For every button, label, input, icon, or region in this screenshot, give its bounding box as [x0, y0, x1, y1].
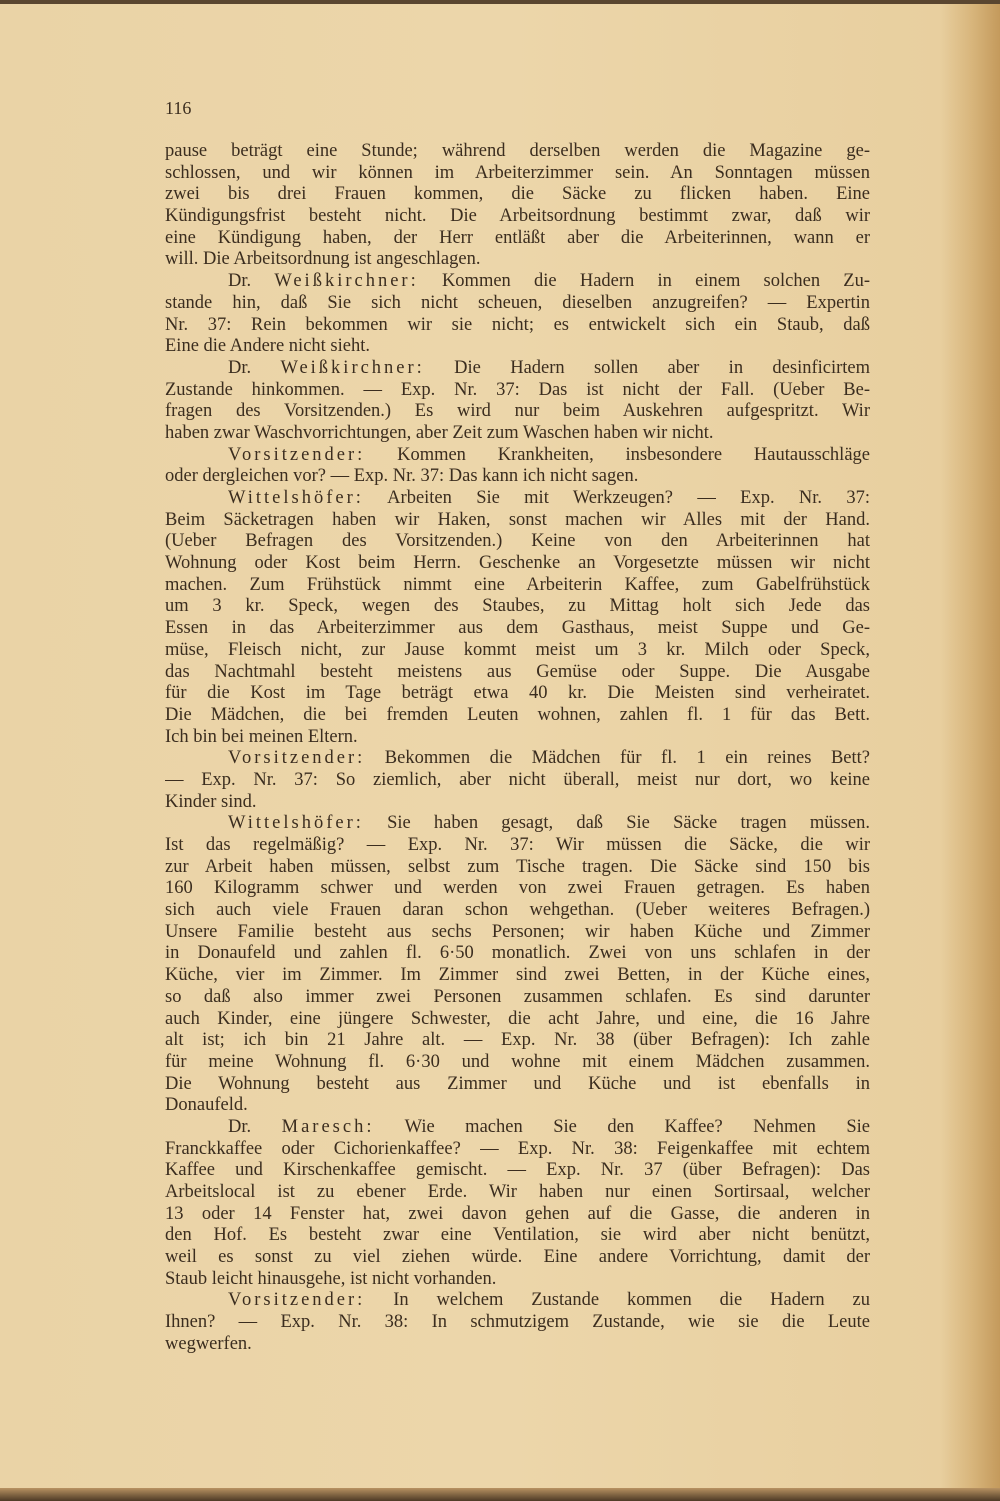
text-line: auch Kinder, eine jüngere Schwester, die acht Jahre, und eine, die 16 Jahre — [165, 1008, 870, 1029]
paragraph-first-line — [165, 748, 870, 770]
text-line: für die Kost im Tage beträgt etwa 40 kr. Die Meisten sind verheiratet. — [165, 683, 870, 704]
paragraph-first-line — [165, 488, 870, 510]
text-line: stande hin, daß Sie sich nicht scheuen, dieselben anzugreifen? — Expertin — [165, 292, 870, 313]
body-text — [165, 141, 870, 1356]
speaker-title: Dr. — [228, 1116, 282, 1137]
text-line: Kinder sind. — [165, 791, 257, 812]
speech-text: Kommen Krankheiten, insbesondere Hautausschläge — [365, 444, 870, 465]
speech-text: Wie machen Sie den Kaffee? Nehmen Sie — [374, 1116, 870, 1137]
text-line: alt ist; ich bin 21 Jahre alt. — Exp. Nr. 38 (über Befragen): Ich zahle — [165, 1030, 870, 1051]
text-line: in Donaufeld und zahlen fl. 6·50 monatlich. Zwei von uns schlafen in der — [165, 943, 870, 964]
text-line: Donaufeld. — [165, 1095, 248, 1116]
text-line: sich auch viele Frauen daran schon wehgethan. (Ueber weiteres Befragen.) — [165, 900, 870, 921]
speaker-title: Dr. — [228, 271, 275, 292]
text-line: Nr. 37: Rein bekommen wir sie nicht; es entwickelt sich ein Staub, daß — [165, 314, 870, 335]
text-line: Die Mädchen, die bei fremden Leuten wohnen, zahlen fl. 1 für das Bett. — [165, 704, 870, 725]
text-line: Franckkaffee oder Cichorienkaffee? — Exp. Nr. 38: Feigenkaffee mit echtem — [165, 1138, 870, 1159]
text-line: fragen des Vorsitzenden.) Es wird nur beim Auskehren aufgespritzt. Wir — [165, 401, 870, 422]
text-line: Beim Säcketragen haben wir Haken, sonst machen wir Alles mit der Hand. — [165, 509, 870, 530]
text-line: Essen in das Arbeiterzimmer aus dem Gasthaus, meist Suppe und Ge- — [165, 618, 870, 639]
page-top-edge — [0, 0, 1000, 4]
speech-text: In welchem Zustande kommen die Hadern zu — [365, 1290, 870, 1311]
page-number: 116 — [165, 98, 192, 118]
text-line: Eine die Andere nicht sieht. — [165, 336, 370, 357]
speech-text: Kommen die Hadern in einem solchen Zu- — [418, 271, 870, 292]
text-line: um 3 kr. Speck, wegen des Staubes, zu Mittag holt sich Jede das — [165, 596, 870, 617]
speaker-title: Dr. — [228, 357, 281, 378]
text-line: Die Wohnung besteht aus Zimmer und Küche und ist ebenfalls in — [165, 1073, 870, 1094]
speaker-name: Wittelshöfer: — [228, 813, 364, 834]
text-line: 13 oder 14 Fenster hat, zwei davon gehen auf die Gasse, die anderen in — [165, 1203, 870, 1224]
text-line: Unsere Familie besteht aus sechs Personen; wir haben Küche und Zimmer — [165, 921, 870, 942]
text-line: haben zwar Waschvorrichtungen, aber Zeit zum Waschen haben wir nicht. — [165, 422, 714, 443]
text-line: Wohnung oder Kost beim Herrn. Geschenke an Vorgesetzte müssen wir nicht — [165, 553, 870, 574]
text-line: Kündigungsfrist besteht nicht. Die Arbeitsordnung bestimmt zwar, daß wir — [165, 206, 870, 227]
text-line: Ist das regelmäßig? — Exp. Nr. 37: Wir müssen die Säcke, die wir — [165, 835, 870, 855]
speech-text: Sie haben gesagt, daß Sie Säcke tragen müssen. — [363, 813, 870, 834]
text-line: (Ueber Befragen des Vorsitzenden.) Keine von den Arbeiterinnen hat — [165, 531, 870, 552]
text-line: schlossen, und wir können im Arbeiterzimmer sein. An Sonntagen müssen — [165, 162, 870, 183]
text-line: Kaffee und Kirschenkaffee gemischt. — Exp. Nr. 37 (über Befragen): Das — [165, 1160, 870, 1181]
text-line: Küche, vier im Zimmer. Im Zimmer sind zwei Betten, in der Küche eines, — [165, 965, 870, 986]
text-line: wegwerfen. — [165, 1333, 252, 1354]
speech-text: Arbeiten Sie mit Werkzeugen? — Exp. Nr. 37: — [363, 488, 870, 508]
speaker-name: Wittelshöfer: — [228, 488, 364, 508]
paragraph-first-line — [165, 813, 870, 835]
speaker-name: Weißkirchner: — [274, 271, 419, 292]
text-line: Staub leicht hinausgehe, ist nicht vorhanden. — [165, 1268, 497, 1289]
text-line: will. Die Arbeitsordnung ist angeschlagen. — [165, 249, 481, 270]
text-line: das Nachtmahl besteht meistens aus Gemüse oder Suppe. Die Ausgabe — [165, 661, 870, 682]
text-line: Zustande hinkommen. — Exp. Nr. 37: Das ist nicht der Fall. (Ueber Be- — [165, 379, 870, 400]
text-line: eine Kündigung haben, der Herr entläßt aber die Arbeiterinnen, wann er — [165, 227, 870, 248]
speaker-name: Vorsitzender: — [228, 1290, 366, 1311]
text-line: zur Arbeit haben müssen, selbst zum Tische tragen. Die Säcke sind 150 bis — [165, 856, 870, 877]
text-line: Arbeitslocal ist zu ebener Erde. Wir haben nur einen Sortirsaal, welcher — [165, 1182, 870, 1202]
page-bottom-edge — [0, 1488, 1000, 1501]
text-line: 160 Kilogramm schwer und werden von zwei Frauen getragen. Es haben — [165, 878, 870, 899]
text-line: — Exp. Nr. 37: So ziemlich, aber nicht überall, meist nur dort, wo keine — [165, 769, 870, 790]
speaker-name: Vorsitzender: — [228, 748, 366, 769]
paragraph-first-line — [165, 1117, 870, 1139]
text-line: so daß also immer zwei Personen zusammen schlafen. Es sind darunter — [165, 986, 870, 1007]
text-line: oder dergleichen vor? — Exp. Nr. 37: Das kann ich nicht sagen. — [165, 466, 639, 487]
text-line: machen. Zum Frühstück nimmt eine Arbeiterin Kaffee, zum Gabelfrühstück — [165, 574, 870, 595]
speaker-name: Vorsitzender: — [228, 444, 366, 465]
text-line: müse, Fleisch nicht, zur Jause kommt meist um 3 kr. Milch oder Speck, — [165, 639, 870, 660]
paragraph-first-line — [165, 358, 870, 380]
text-line: Ich bin bei meinen Eltern. — [165, 726, 358, 747]
text-line: für meine Wohnung fl. 6·30 und wohne mit einem Mädchen zusammen. — [165, 1051, 870, 1072]
text-line: den Hof. Es besteht zwar eine Ventilation, sie wird aber nicht benützt, — [165, 1225, 870, 1246]
speaker-name: Maresch: — [281, 1116, 375, 1137]
paragraph-first-line — [165, 271, 870, 293]
paragraph-first-line — [165, 1290, 870, 1312]
paragraph-first-line — [165, 445, 870, 467]
text-line: Ihnen? — Exp. Nr. 38: In schmutzigem Zustande, wie sie die Leute — [165, 1312, 870, 1333]
speech-text: Die Hadern sollen aber in desinficirtem — [424, 357, 870, 378]
speaker-name: Weißkirchner: — [280, 357, 425, 378]
paragraph-first-line: pause beträgt eine Stunde; während derselben werden die Magazine ge- — [165, 141, 870, 161]
text-line: weil es sonst zu viel ziehen würde. Eine andere Vorrichtung, damit der — [165, 1247, 870, 1268]
speech-text: Bekommen die Mädchen für fl. 1 ein reines Bett? — [365, 748, 870, 769]
text-line: zwei bis drei Frauen kommen, die Säcke zu flicken haben. Eine — [165, 184, 870, 205]
